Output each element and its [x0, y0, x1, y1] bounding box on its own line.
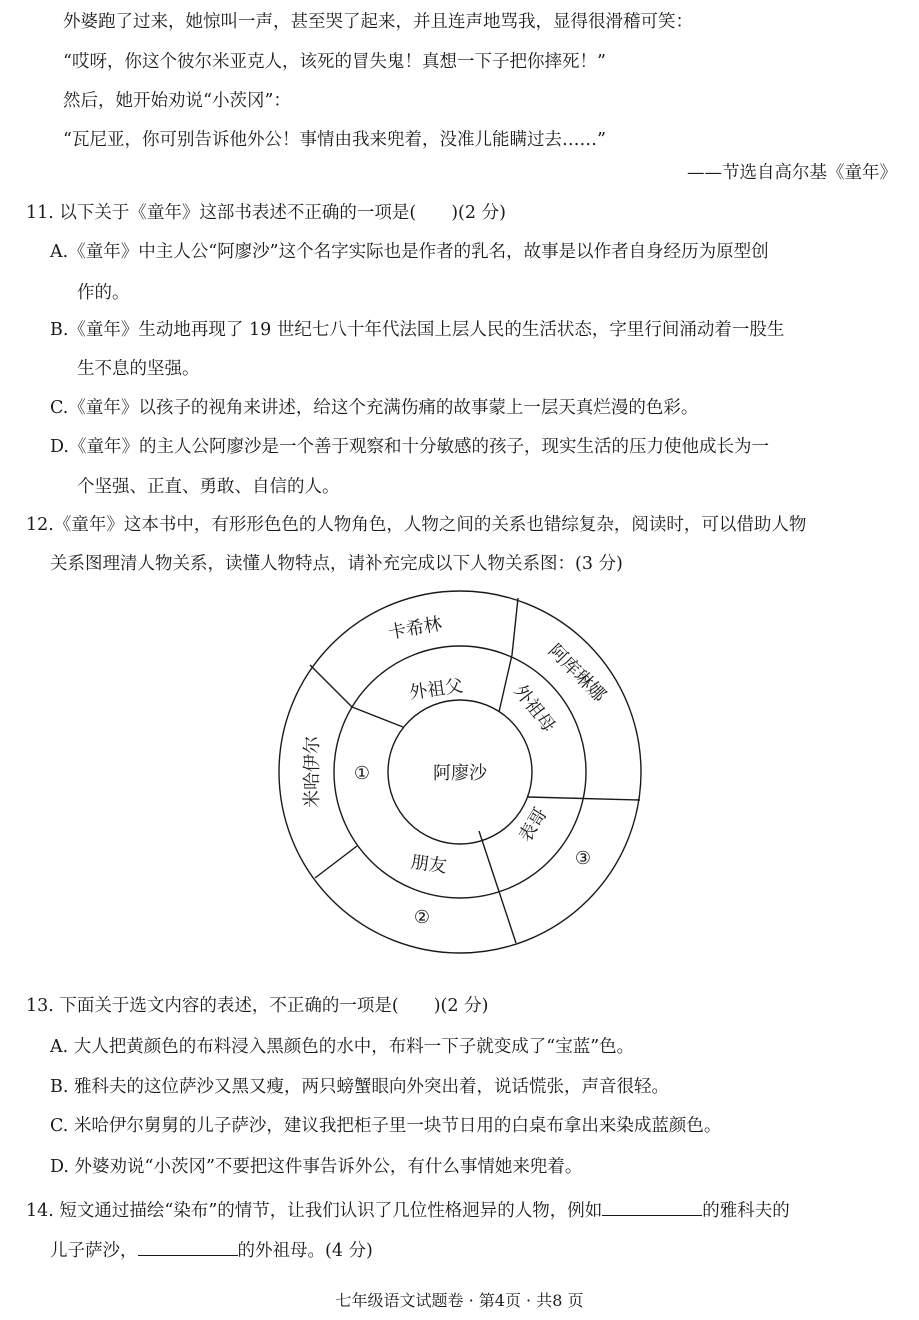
q14-stem — [26, 1197, 790, 1223]
center-label: 阿廖沙 — [433, 763, 487, 784]
q13-option-d: D. 外婆劝说“小茨冈”不要把这件事告诉外公，有什么事情她来兜着。 — [50, 1157, 583, 1177]
q14-text-3: 儿子萨沙， — [50, 1241, 138, 1261]
q12-stem-cont: 关系图理清人物关系，读懂人物特点，请补充完成以下人物关系图：(3 分) — [50, 554, 623, 574]
q13-option-a: A. 大人把黄颜色的布料浸入黑颜色的水中，布料一下子就变成了“宝蓝”色。 — [50, 1037, 635, 1057]
passage-paragraph-2: “哎呀，你这个彼尔米亚克人，该死的冒失鬼！真想一下子把你摔死！” — [63, 52, 606, 72]
q11-option-a-cont: 作的。 — [77, 283, 130, 303]
q13-option-b: B. 雅科夫的这位萨沙又黑又瘦，两只螃蟹眼向外突出着，说话慌张，声音很轻。 — [50, 1077, 669, 1097]
page-footer: 七年级语文试题卷 · 第4页 · 共8 页 — [335, 1291, 584, 1310]
outer-blank-3: ③ — [574, 848, 592, 869]
divider — [310, 665, 352, 707]
inner-label-friend: 朋友 — [409, 851, 449, 878]
passage-source: ——节选自高尔基《童年》 — [687, 163, 897, 183]
q11-option-b: B.《童年》生动地再现了 19 世纪七八十年代法国上层人民的生活状态，字里行间涌动着一股生 — [50, 320, 785, 340]
outer-blank-2: ② — [413, 907, 431, 928]
passage-paragraph-3: 然后，她开始劝说“小茨冈”： — [63, 91, 291, 111]
q14-text-1: 14. 短文通过描绘“染布”的情节，让我们认识了几位性格迥异的人物，例如 — [26, 1201, 603, 1221]
outer-label-kashirin: 卡希林 — [386, 613, 444, 644]
q14-text-2: 的雅科夫的 — [702, 1201, 790, 1221]
q12-stem: 12.《童年》这本书中，有形形色色的人物角色，人物之间的关系也错综复杂，阅读时，可以借助人物 — [26, 515, 807, 535]
q11-option-c: C.《童年》以孩子的视角来讲述，给这个充满伤痛的故事蒙上一层天真烂漫的色彩。 — [50, 398, 699, 418]
inner-label-grandfather: 外祖父 — [408, 675, 465, 704]
q13-option-c: C. 米哈伊尔舅舅的儿子萨沙，建议我把柜子里一块节日用的白桌布拿出来染成蓝颜色。 — [50, 1116, 722, 1136]
q11-option-d-cont: 个坚强、正直、勇敢、自信的人。 — [77, 477, 340, 497]
inner-label-grandmother: 外祖母 — [509, 680, 560, 737]
q11-option-d: D.《童年》的主人公阿廖沙是一个善于观察和十分敏感的孩子，现实生活的压力使他成长为一 — [50, 437, 769, 457]
q11-option-b-cont: 生不息的坚强。 — [77, 359, 200, 379]
divider — [315, 846, 357, 878]
q11-option-a: A.《童年》中主人公“阿廖沙”这个名字实际也是作者的乳名，故事是以作者自身经历为原型创 — [50, 242, 769, 262]
divider — [512, 598, 518, 655]
passage-paragraph-4: “瓦尼亚，你可别告诉他外公！事情由我来兜着，没准儿能瞒过去……” — [63, 130, 606, 150]
passage-paragraph-1: 外婆跑了过来，她惊叫一声，甚至哭了起来，并且连声地骂我，显得很滑稽可笑： — [63, 12, 693, 32]
q13-stem: 13. 下面关于选文内容的表述，不正确的一项是( )(2 分) — [26, 996, 489, 1016]
inner-blank-1: ① — [353, 763, 371, 784]
outer-label-akulina: 阿库琳娜 — [544, 640, 610, 706]
divider — [499, 655, 512, 712]
q14-text-4: 的外祖母。(4 分) — [237, 1241, 373, 1261]
q14-blank-2[interactable] — [138, 1237, 238, 1256]
q11-stem: 11. 以下关于《童年》这部书表述不正确的一项是( )(2 分) — [26, 203, 506, 223]
divider — [352, 707, 403, 727]
outer-label-mikhail: 米哈伊尔 — [302, 736, 323, 808]
q14-blank-1[interactable] — [602, 1197, 702, 1216]
inner-label-cousin: 表哥 — [514, 804, 552, 846]
q14-stem-cont — [50, 1237, 373, 1263]
